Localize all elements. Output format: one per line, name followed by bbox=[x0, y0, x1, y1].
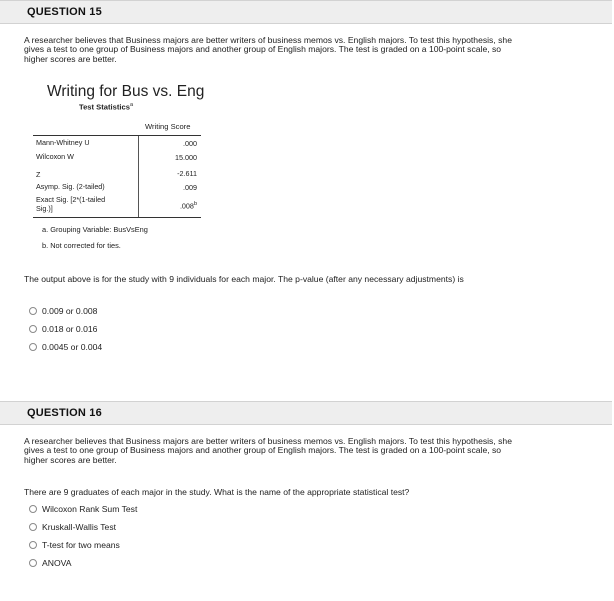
value-z: -2.611 bbox=[177, 169, 197, 178]
question-16-intro-line-3: higher scores are better. bbox=[24, 454, 117, 465]
radio-circle-icon[interactable] bbox=[29, 505, 37, 513]
test-statistics-table bbox=[33, 135, 201, 218]
radio-circle-icon[interactable] bbox=[29, 559, 37, 567]
test-statistics-title bbox=[79, 102, 133, 112]
question-15-prompt: The output above is for the study with 9 individuals for each major. The p-value (after any necessary adjustments) is bbox=[24, 274, 464, 284]
footnote-a: a. Grouping Variable: BusVsEng bbox=[42, 225, 148, 234]
question-15-intro-line-3: higher scores are better. bbox=[24, 53, 117, 64]
test-statistics-title-sup: a bbox=[129, 102, 133, 108]
row-label-z: Z bbox=[36, 170, 41, 179]
q16-option-3-label: T-test for two means bbox=[42, 540, 120, 550]
q15-option-1[interactable] bbox=[29, 305, 97, 317]
q16-option-1-label: Wilcoxon Rank Sum Test bbox=[42, 504, 138, 514]
q15-option-3[interactable] bbox=[29, 341, 102, 353]
question-15-intro-line-2: gives a test to one group of Business majors and another group of English majors. The test is graded on a 100-point scale, so bbox=[24, 44, 502, 55]
q16-option-4-label: ANOVA bbox=[42, 558, 72, 568]
question-16-header bbox=[0, 401, 612, 425]
q16-option-2[interactable] bbox=[29, 521, 116, 533]
value-exact-sig-text: .008 bbox=[179, 201, 194, 211]
q15-option-3-label: 0.0045 or 0.004 bbox=[42, 342, 103, 352]
row-label-exact-sig-line-1: Exact Sig. [2*(1-tailed bbox=[36, 195, 106, 204]
value-exact-sig-sup: b bbox=[193, 201, 197, 207]
value-exact-sig bbox=[180, 201, 197, 210]
question-15-intro-line-1: A researcher believes that Business majors are better writers of business memos vs. English majors. To test this hypothesis, she bbox=[24, 35, 512, 45]
q16-option-4[interactable] bbox=[29, 557, 71, 569]
question-15-intro bbox=[24, 36, 608, 64]
radio-circle-icon[interactable] bbox=[29, 307, 37, 315]
column-header-writing-score: Writing Score bbox=[145, 122, 191, 131]
output-title: Writing for Bus vs. Eng bbox=[47, 83, 205, 100]
value-asymp-sig: .009 bbox=[183, 183, 197, 192]
row-label-asymp-sig: Asymp. Sig. (2-tailed) bbox=[36, 182, 105, 191]
question-16-intro-line-2: gives a test to one group of Business majors and another group of English majors. The test is graded on a 100-point scale, so bbox=[24, 445, 502, 456]
row-label-wilcoxon-w: Wilcoxon W bbox=[36, 152, 74, 161]
row-label-exact-sig-line-2: Sig.)] bbox=[36, 204, 53, 213]
q15-option-1-label: 0.009 or 0.008 bbox=[42, 306, 98, 316]
q16-option-3[interactable] bbox=[29, 539, 120, 551]
q15-option-2[interactable] bbox=[29, 323, 97, 335]
question-16-title: QUESTION 16 bbox=[27, 407, 102, 419]
footnote-b: b. Not corrected for ties. bbox=[42, 241, 121, 250]
row-labels-column bbox=[33, 136, 139, 217]
radio-circle-icon[interactable] bbox=[29, 343, 37, 351]
radio-circle-icon[interactable] bbox=[29, 325, 37, 333]
value-mann-whitney: .000 bbox=[183, 139, 197, 148]
q15-option-2-label: 0.018 or 0.016 bbox=[42, 324, 98, 334]
test-statistics-title-text: Test Statistics bbox=[79, 102, 130, 112]
row-label-mann-whitney: Mann-Whitney U bbox=[36, 138, 90, 147]
radio-circle-icon[interactable] bbox=[29, 523, 37, 531]
question-16-intro bbox=[24, 437, 608, 465]
question-15-header bbox=[0, 0, 612, 24]
question-16-intro-line-1: A researcher believes that Business majors are better writers of business memos vs. English majors. To test this hypothesis, she bbox=[24, 436, 512, 446]
q16-option-1[interactable] bbox=[29, 503, 137, 515]
question-15-title: QUESTION 15 bbox=[27, 6, 102, 18]
value-wilcoxon-w: 15.000 bbox=[175, 153, 197, 162]
q16-option-2-label: Kruskall-Wallis Test bbox=[42, 522, 117, 532]
question-16-prompt: There are 9 graduates of each major in the study. What is the name of the appropriate statistical test? bbox=[24, 487, 410, 497]
radio-circle-icon[interactable] bbox=[29, 541, 37, 549]
